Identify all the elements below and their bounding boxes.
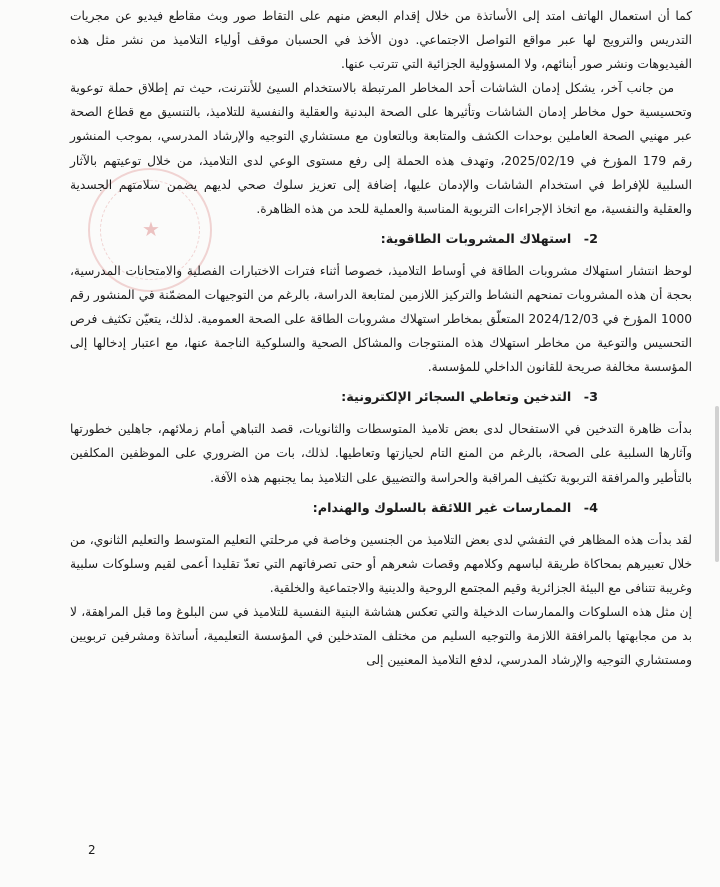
paragraph-phone-use: كما أن استعمال الهاتف امتد إلى الأساتذة من خلال إقدام البعض منهم على التقاط صور وبث مقاطع فيديو عن مجريات التدريس والترويج لها عبر مواقع التواصل الاجتماعي. دون الأخذ في الحسبان موقف أولياء التلاميذ من نشر مثل هذه الفيديوهات ونشر صور أبنائهم، ولا المسؤولية الجزائية التي تترتب عنها. xyxy=(70,9,692,72)
section-title: التدخين وتعاطي السجائر الإلكترونية: xyxy=(341,390,572,406)
section-title: استهلاك المشروبات الطاقوية: xyxy=(380,231,572,247)
page-number: 2 xyxy=(88,843,96,857)
section-title: الممارسات غير اللائقة بالسلوك والهندام: xyxy=(312,500,572,516)
section-heading-energy-drinks xyxy=(70,231,692,249)
section-heading-smoking xyxy=(70,389,692,407)
stamp-star-icon: ★ xyxy=(142,217,160,241)
section-number: 2- xyxy=(583,231,598,247)
section-number: 3- xyxy=(583,390,598,406)
paragraph-screen-addiction: من جانب آخر، يشكل إدمان الشاشات أحد المخاطر المرتبطة بالاستخدام السيئ للأنترنت، حيث تم إطلاق حملة توعوية وتحسيسية حول مخاطر إدمان الشاشات وتأثيرها على الصحة البدنية والعقلية والنفسية للتلاميذ، بالتنسيق مع قطاع الصحة عبر مهنيي الصحة العاملين بوحدات الكشف والمتابعة وبالتعاون مع مستشاري التوجيه والإرشاد المدرسي، بموجب المنشور رقم 179 المؤرخ في 2025/02/19، وتهدف هذه الحملة إلى رفع مستوى الوعي لدى التلاميذ، من خلال توعيتهم بالآثار السلبية للإفراط في استخدام الشاشات والإدمان عليها، إضافة إلى تعزيز سلوك صحي لديهم يضمن سلامتهم الجسدية والعقلية والنفسية، مع اتخاذ الإجراءات التربوية المناسبة والعملية للحد من هذه الظاهرة. xyxy=(70,81,692,216)
paragraph-energy-drinks: لوحظ انتشار استهلاك مشروبات الطاقة في أوساط التلاميذ، خصوصا أثناء فترات الاختبارات الفصلية والامتحانات المدرسية، بحجة أن هذه المشروبات تمنحهم النشاط والتركيز اللازمين لمتابعة الدراسة، بالرغم من التوجيهات المضمّنة في المنشور رقم 1000 المؤرخ في 2024/12/03 المتعلّق بمخاطر استهلاك مشروبات الطاقة على الصحة العمومية. لذلك، يتعيّن تكثيف فرص التحسيس والتوعية من مخاطر استهلاك هذه المنتوجات والمشاكل الصحية والسلوكية الناجمة عنها، مع اعتبار إدخالها إلى المؤسسة مخالفة صريحة للقانون الداخلي للمؤسسة. xyxy=(70,263,692,375)
paragraph-behavior-dress-2: إن مثل هذه السلوكات والممارسات الدخيلة والتي تعكس هشاشة البنية النفسية للتلاميذ في سن البلوغ وما قبل المراهقة، لا بد من مجابهتها بالمرافقة اللازمة والتوجيه السليم من مختلف المتدخلين في المؤسسة التعليمية، أساتذة ومشرفين تربويين ومستشاري التوجيه والإرشاد المدرسي، لدفع التلاميذ المعنيين إلى xyxy=(70,604,692,668)
vertical-scrollbar[interactable] xyxy=(715,406,719,562)
paragraph-smoking: بدأت ظاهرة التدخين في الاستفحال لدى بعض تلاميذ المتوسطات والثانويات، قصد التباهي أمام زملائهم، جاهلين خطورتها وآثارها السلبية على الصحة، بالرغم من المنع التام لحيازتها وتعاطيها. لذلك، بات من الضروري على الموظفين المكلفين بالتأطير والمرافقة التربوية تكثيف المراقبة والحراسة والتضييق على التلاميذ بما يجنبهم هذه الآفة. xyxy=(70,422,692,485)
document-content xyxy=(70,4,692,672)
section-heading-behavior-dress xyxy=(70,500,692,518)
section-number: 4- xyxy=(583,500,598,516)
paragraph-behavior-dress-1: لقد بدأت هذه المظاهر في التفشي لدى بعض التلاميذ من الجنسين وخاصة في مرحلتي التعليم المتوسط والتعليم الثانوي، من خلال تعبيرهم بمحاكاة طريقة لباسهم وكلامهم وقصات شعرهم أو حتى تصرفاتهم التي تعدّ تقليدا أعمى لقيم وسلوكات سلبية وغريبة تتنافى مع البيئة الجزائرية وقيم المجتمع الروحية والدينية والاجتماعية والخلقية. xyxy=(70,532,692,595)
